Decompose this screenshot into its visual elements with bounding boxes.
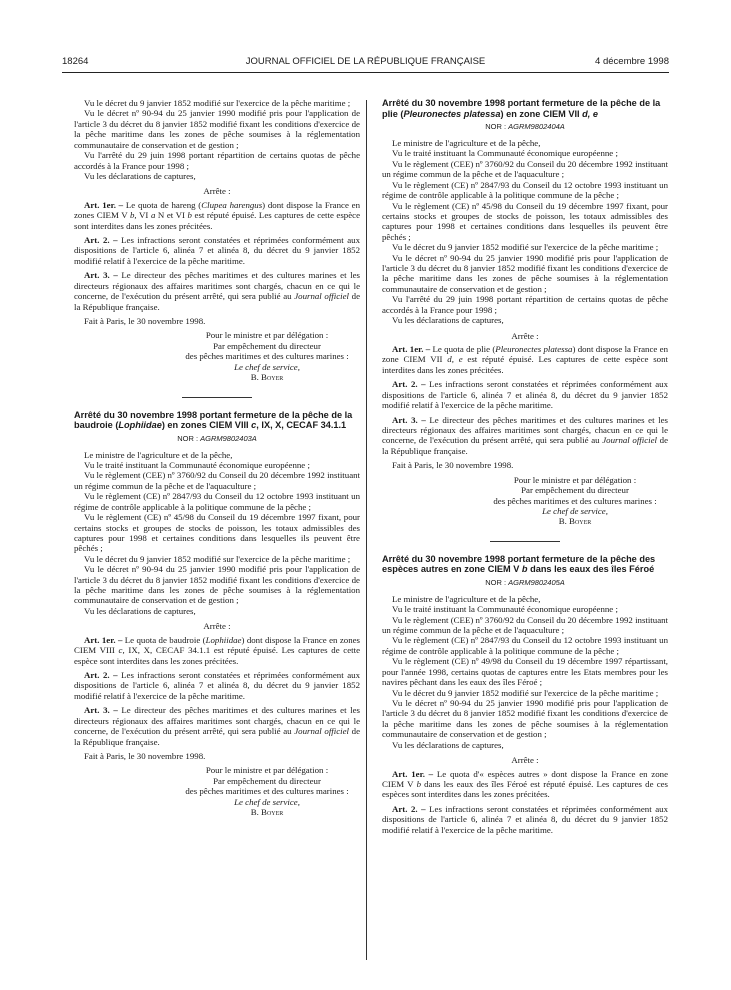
zone-letter: d, e [447,354,463,365]
signature-line: Par empêchement du directeur [213,775,321,786]
journal-name: Journal officiel [294,726,349,737]
article-text: N et VI [155,210,188,221]
fait-a-paris: Fait à Paris, le 30 novembre 1998. [392,460,514,471]
visa: Le ministre de l'agriculture et de la pêche, [392,138,541,148]
nor-label: NOR : [485,577,509,587]
zone-letter: b [521,564,528,575]
zone-letter: c [251,420,257,431]
article-text: ) dont dispose la France en zones CIEM V [74,199,360,221]
signature-role-text: Le chef de service, [234,796,300,807]
article-1 [74,200,360,231]
article-text: Les infractions seront constatées et réprimées conformément aux dispositions de l'article 6, alinéa 7 et alinéa 8, du décret du 9 janvier 1852 modifié relatif à l'exercice de la pêche maritime. [382,379,668,411]
visa: Vu le règlement (CE) nº 2847/93 du Conseil du 12 octobre 1993 instituant un régime de contrôle applicable à la politique commune de la pêche ; [382,179,668,201]
signature-line: Par empêchement du directeur [521,485,629,496]
title-text: ) en zones CIEM VIII [161,420,252,431]
visa: Vu le décret nº 90-94 du 25 janvier 1990 modifié pris pour l'application de l'article 3 du décret du 8 janvier 1852 modifié fixant les conditions d'exercice de la pêche maritime dans les zones de pêche soumises à la réglementation communautaire de conservation et de gestion ; [382,697,668,740]
page-number: 18264 [62,56,89,67]
article-text: , IX, X, CECAF 34.1.1 est réputé épuisé. Les captures de cette espèce sont interdites dans les zones précitées. [74,645,360,666]
article-heading: Art. 3. – [392,414,426,425]
visa: Vu le décret du 9 janvier 1852 modifié sur l'exercice de la pêche maritime ; [84,98,351,108]
article-heading: Art. 1er. – [392,344,431,355]
species-name: Pleuronectes platessa [495,344,573,355]
article-text: ) dont dispose la France en zone CIEM VII [382,344,668,365]
article-2 [382,804,668,835]
visa: Vu le règlement (CE) nº 45/98 du Conseil du 19 décembre 1997 fixant, pour certains stocks et groupes de stocks de poisson, les totaux admissibles des captures pour 1998 et certaines conditions dans lesquelles ils peuvent être pêchés ; [74,512,360,554]
article-text: Le directeur des pêches maritimes et des cultures marines et les directeurs régionaux des affaires maritimes sont chargés, chacun en ce qui le concerne, de l'exécution du présent arrêté, qui sera publié au [74,705,360,737]
arrete-label: Arrête : [511,330,539,341]
column-divider [366,100,367,960]
signature-line: Pour le ministre et par délégation : [205,765,329,776]
decree-title [74,410,360,431]
title-text: Arrêté du 30 novembre 1998 portant fermeture de la pêche de la plie ( [382,98,661,119]
article-3 [74,705,360,747]
visa: Vu l'arrêté du 29 juin 1998 portant répartition de certains quotas de pêche accordés à la France pour 1998 ; [74,150,360,171]
visa: Vu le traité instituant la Communauté économique européenne ; [392,604,618,615]
visa: Vu le décret du 9 janvier 1852 modifié sur l'exercice de la pêche maritime ; [84,553,351,564]
decree-preamble [74,450,360,617]
journal-name: Journal officiel [602,435,657,446]
signature-line: Par empêchement du directeur [213,340,321,351]
signature-line: des pêches maritimes et des cultures marines : [185,351,349,362]
article-heading: Art. 1er. – [84,634,123,645]
article-heading: Art. 2. – [84,669,118,680]
issue-date: 4 décembre 1998 [595,56,669,67]
signature-line: des pêches maritimes et des cultures marines : [185,786,349,797]
article-text: dans les eaux des îles Féroé est réputé épuisé. Les captures de ces espèces sont interdites dans les zones précitées. [382,778,668,800]
visa: Vu les déclarations de captures, [392,739,504,750]
article-text: Le quota d'« espèces autres » dont dispose la France en zone CIEM V [382,768,669,789]
header-rule [62,72,669,73]
article-text: de la République française. [74,726,360,747]
article-3 [74,270,360,312]
article-heading: Art. 2. – [84,235,118,246]
signatory-name: B. Boyer [558,516,592,527]
decree-preamble [382,138,668,326]
visa: Le ministre de l'agriculture et de la pêche, [84,449,233,460]
journal-title: JOURNAL OFFICIEL DE LA RÉPUBLIQUE FRANÇAISE [245,56,486,67]
arrete-label: Arrête : [203,186,231,197]
article-text: ) dont dispose la France en zones CIEM VIII [74,634,360,656]
visa: Vu le décret nº 90-94 du 25 janvier 1990 modifié pris pour l'application de l'article 3 du décret du 8 janvier 1852 modifié fixant les conditions d'exercice de la pêche maritime dans les zones de pêche soumises à la réglementation communautaire de conservation et de gestion ; [74,564,360,606]
visa: Vu les déclarations de captures, [84,605,196,616]
signatory-name: B. Boyer [250,807,284,818]
article-text: Le quota de hareng ( [123,199,202,210]
signature-block [382,475,668,527]
signature-line: Pour le ministre et par délégation : [205,330,329,341]
article-heading: Art. 3. – [84,705,118,716]
article-heading: Art. 2. – [392,379,426,390]
decree-separator [490,541,560,542]
visa: Le ministre de l'agriculture et de la pêche, [392,593,541,604]
article-text: Les infractions seront constatées et réprimées conformément aux dispositions de l'article 6, alinéa 7 et alinéa 8, du décret du 9 janvier 1852 modifié relatif à l'exercice de la pêche maritime. [382,803,668,835]
nor-code: AGRM9802404A [508,122,565,132]
article-heading: Art. 2. – [392,803,426,814]
zone-letter: b [187,210,192,221]
signature-line: Pour le ministre et par délégation : [513,474,637,485]
article-text: Les infractions seront constatées et réprimées conformément aux dispositions de l'article 6, alinéa 7 et alinéa 8, du décret du 9 janvier 1852 modifié relatif à l'exercice de la pêche maritime. [74,669,360,701]
decree-preamble [382,594,668,750]
zone-letter: d, e [582,108,598,119]
article-1 [382,344,668,375]
visa: Vu le traité instituant la Communauté économique européenne ; [392,148,618,159]
visa: Vu le décret du 9 janvier 1852 modifié sur l'exercice de la pêche maritime ; [392,687,659,698]
article-text: Les infractions seront constatées et réprimées conformément aux dispositions de l'article 6, alinéa 7 et alinéa 8, du décret du 9 janvier 1852 modifié relatif à l'exercice de la pêche maritime. [74,235,360,266]
article-heading: Art. 1er. – [84,199,124,210]
signature-role-text: Le chef de service, [234,361,300,372]
visa: Vu l'arrêté du 29 juin 1998 portant répartition de certains quotas de pêche accordés à la France pour 1998 ; [382,294,668,315]
nor-reference [74,435,360,444]
signature-role [482,506,668,516]
visa: Vu le règlement (CEE) nº 3760/92 du Conseil du 20 décembre 1992 instituant un régime commun de la pêche et de l'aquaculture ; [74,470,360,491]
article-2 [74,670,360,701]
signature-role [174,797,360,807]
arrete-label: Arrête : [203,621,231,632]
title-text: Arrêté du 30 novembre 1998 portant fermeture de la pêche des espèces autres en zone CIEM V [382,553,656,575]
zone-letter: b [130,210,135,221]
article-3 [382,415,668,457]
zone-letter: b [416,778,421,789]
decree-title [382,554,668,575]
visa: Vu le décret nº 90-94 du 25 janvier 1990 modifié pris pour l'application de l'article 3 du décret du 8 janvier 1852 modifié fixant les conditions d'exercice de la pêche maritime dans les zones de pêche soumises à la réglementation communautaire de conservation et de gestion ; [382,252,668,294]
continuation-preamble [74,98,360,181]
article-text: est réputé épuisé. Les captures de cette espèce sont interdites dans les zones précitées. [382,354,668,375]
visa: Vu le règlement (CE) nº 2847/93 du Conseil du 12 octobre 1993 instituant un régime de contrôle applicable à la politique commune de la pêche ; [382,635,668,656]
visa: Vu le traité instituant la Communauté économique européenne ; [84,459,310,470]
article-text: Le quota de baudroie ( [122,634,206,645]
visa: Vu le décret nº 90-94 du 25 janvier 1990 modifié pris pour l'application de l'article 3 du décret du 8 janvier 1852 modifié fixant les conditions d'exercice de la pêche maritime dans les zones de pêche soumises à la réglementation communautaire de conservation et de gestion ; [74,108,360,150]
visa: Vu le règlement (CE) nº 2847/93 du Conseil du 12 octobre 1993 instituant un régime de contrôle applicable à la politique commune de la pêche ; [74,491,360,512]
visa: Vu le règlement (CEE) nº 3760/92 du Conseil du 20 décembre 1992 instituant un régime commun de la pêche et de l'aquaculture ; [382,158,668,180]
arrete-label: Arrête : [511,755,539,766]
article-2 [382,379,668,410]
zone-letter: a [150,210,156,221]
visa: Vu les déclarations de captures, [84,170,196,181]
nor-code: AGRM9802405A [508,577,565,587]
article-text: Le directeur des pêches maritimes et des cultures marines et les directeurs régionaux des affaires maritimes sont chargés, chacun en ce qui le concerne, de l'exécution du présent arrêté, qui sera publié au [382,414,668,446]
nor-reference [382,123,668,132]
signature-role [174,362,360,372]
title-text: Arrêté du 30 novembre 1998 portant fermeture de la pêche de la baudroie ( [74,409,353,431]
species-name: Lophiidae [118,420,162,431]
nor-label: NOR : [177,433,201,443]
visa: Vu le règlement (CE) nº 45/98 du Conseil du 19 décembre 1997 fixant, pour certains stocks et groupes de stocks de poisson, les totaux admissibles des captures pour 1998 et certaines conditions dans lesquelles ils peuvent être pêchés ; [382,200,668,242]
title-text: , IX, X, CECAF 34.1.1 [256,420,347,431]
visa: Vu le règlement (CE) nº 49/98 du Conseil du 19 décembre 1997 répartissant, pour l'année 1998, certains quotas de captures entre les Etats membres pour les navires pêchant dans les eaux des îles Féroé ; [382,656,668,688]
left-column [74,98,360,817]
nor-reference [382,579,668,588]
article-1 [74,635,360,666]
journal-name: Journal officiel [294,291,349,302]
signature-block [74,765,360,817]
signature-role-text: Le chef de service, [542,505,608,516]
fait-a-paris: Fait à Paris, le 30 novembre 1998. [84,316,206,327]
nor-label: NOR : [485,122,509,132]
decree-separator [182,397,252,398]
article-text: de la République française. [382,435,668,456]
article-text: , VI [134,210,151,221]
article-2 [74,235,360,266]
title-text: dans les eaux des îles Féroé [527,564,655,575]
nor-code: AGRM9802403A [200,433,257,443]
article-1 [382,769,668,800]
visa: Vu le règlement (CEE) nº 3760/92 du Conseil du 20 décembre 1992 instituant un régime commun de la pêche et de l'aquaculture ; [382,614,668,636]
article-heading: Art. 1er. – [392,768,434,779]
species-name: Lophiidae [205,634,242,645]
article-text: est réputé épuisé. Les captures de cette espèce sont interdites dans les zones précitées. [74,210,361,231]
species-name: Pleuronectes platessa [403,108,501,119]
zone-letter: c [118,645,123,656]
fait-a-paris: Fait à Paris, le 30 novembre 1998. [84,750,206,761]
article-text: Le quota de plie ( [430,344,496,355]
right-column [382,98,668,835]
article-text: Le directeur des pêches maritimes et des cultures marines et les directeurs régionaux des affaires maritimes sont chargés, chacun en ce qui le concerne, de l'exécution du présent arrêté, qui sera publié au [74,270,360,302]
decree-title [382,98,668,119]
visa: Vu les déclarations de captures, [392,315,504,326]
visa: Vu le décret du 9 janvier 1852 modifié sur l'exercice de la pêche maritime ; [392,242,659,253]
signature-block [74,330,360,382]
species-name: Clupea harengus [201,199,263,210]
title-text: ) en zone CIEM VII [500,108,583,119]
article-text: de la République française. [74,291,360,312]
article-heading: Art. 3. – [84,270,118,281]
page-header [62,56,669,70]
signatory-name: B. Boyer [250,372,284,383]
signature-line: des pêches maritimes et des cultures marines : [493,495,657,506]
